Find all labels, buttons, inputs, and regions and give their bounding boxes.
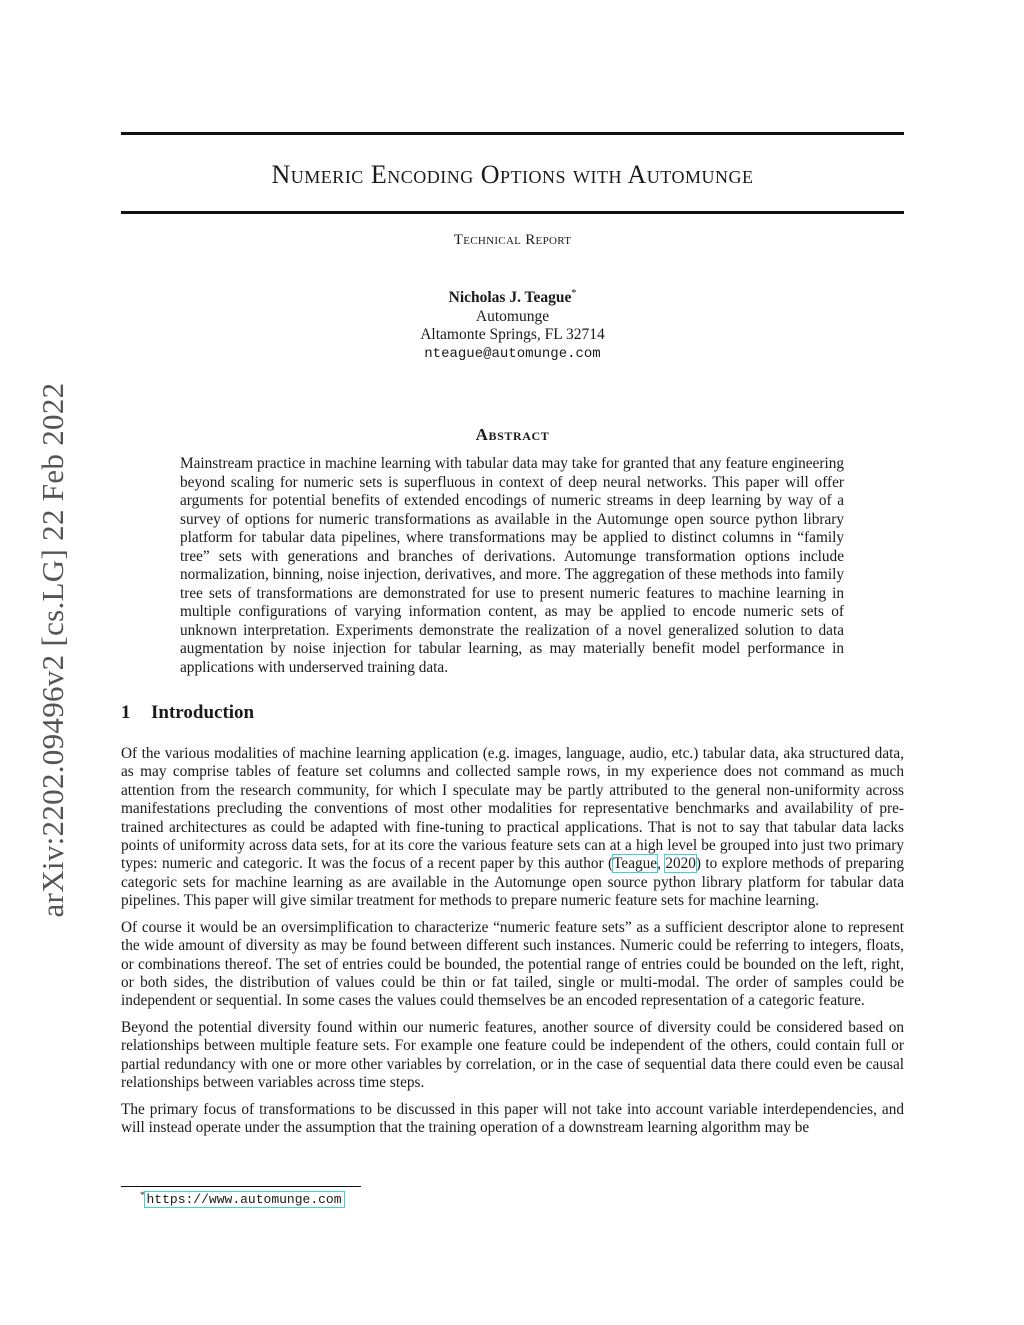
author-block bbox=[121, 285, 904, 363]
author-location: Altamonte Springs, FL 32714 bbox=[420, 326, 605, 344]
abstract-heading: Abstract bbox=[475, 425, 550, 444]
author-email[interactable]: nteague@automunge.com bbox=[424, 345, 601, 362]
title-top-rule bbox=[121, 132, 904, 135]
footnote-url-link[interactable]: https://www.automunge.com bbox=[146, 1192, 342, 1208]
report-type: Technical Report bbox=[453, 232, 572, 248]
author-affiliation: Automunge bbox=[475, 307, 550, 325]
paper-title: Numeric Encoding Options with Automunge bbox=[271, 160, 754, 189]
paragraph: Beyond the potential diversity found within our numeric features, another source of diversity could be considered based on relationships between multiple feature sets. For example one feature could be independent of the others, could contain full or partial redundancy with one or more other variables by correlation, or in the case of sequential data there could even be causal relationships between variables across time steps. bbox=[121, 1019, 904, 1092]
footnote-rule bbox=[121, 1186, 361, 1187]
paragraph: Of the various modalities of machine learning application (e.g. images, language, audio, etc.) tabular data, aka structured data, as may comprise tables of feature set columns and collected sample rows, in my experience does not command as much attention from the research community, for which I speculate may be partly attributed to the general non-uniformity across manifestations precluding the conventions of most other modalities for representative benchmarks and availability of pre-trained architectures as could be adapted with fine-tuning to practical applications. That is not to say that tabular data lacks points of uniformity across data sets, for at its core the various feature sets can at a high level be grouped into just two primary types: numeric and categoric. It was the focus of a recent paper by this author (Teague, 2020) to explore methods of preparing categoric sets for machine learning as are available in the Automunge open source python library platform for tabular data pipelines. This paper will give similar treatment for methods to prepare numeric feature sets for machine learning. bbox=[121, 745, 904, 910]
section-heading bbox=[121, 702, 254, 724]
arxiv-identifier-stamp: arXiv:2202.09496v2 [cs.LG] 22 Feb 2022 bbox=[35, 382, 70, 918]
citation-year-link[interactable]: 2020 bbox=[665, 855, 696, 873]
title-bottom-rule bbox=[121, 211, 904, 214]
author-name: Nicholas J. Teague* bbox=[448, 288, 577, 307]
footnote bbox=[140, 1190, 344, 1207]
author-footnote-mark: * bbox=[571, 288, 577, 299]
paragraph: The primary focus of transformations to be discussed in this paper will not take into account variable interdependencies, and will instead operate under the assumption that the training operation of a downstream learning algorithm may be bbox=[121, 1100, 904, 1137]
section-body bbox=[121, 745, 904, 1146]
section-number: 1 bbox=[121, 702, 131, 723]
section-title: Introduction bbox=[151, 702, 255, 723]
paragraph: Of course it would be an oversimplification to characterize “numeric feature sets” as a sufficient descriptor alone to represent the wide amount of diversity as may be found between different such instances. Numeric could be referring to integers, floats, or combinations thereof. The set of entries could be bounded, the potential range of entries could be bounded on the left, right, or both sides, the distribution of values could be thin or fat tailed, single or multi-modal. The order of samples could be independent or sequential. In some cases the values could themselves be an encoded representation of a categoric feature. bbox=[121, 918, 904, 1010]
abstract-text: Mainstream practice in machine learning with tabular data may take for granted that any feature engineering beyond scaling for numeric sets is superfluous in context of deep neural networks. This paper will offer arguments for potential benefits of extended encodings of numeric streams in deep learning by way of a survey of options for numeric transformations as available in the Automunge open source python library platform for tabular data pipelines, where transformations may be applied to distinct columns in “family tree” sets with generations and branches of derivations. Automunge transformation options include normalization, binning, noise injection, derivatives, and more. The aggregation of these methods into family tree sets of transformations are demonstrated for use to present numeric features to machine learning in multiple configurations of varying information content, as may be applied to encode numeric sets of unknown interpretation. Experiments demonstrate the realization of a novel generalized solution to data augmentation by noise injection for tabular learning, as may materially benefit model performance in applications with underserved training data. bbox=[180, 455, 844, 676]
citation-author-link[interactable]: Teague bbox=[613, 855, 658, 873]
footnote-mark: * bbox=[140, 1190, 145, 1200]
